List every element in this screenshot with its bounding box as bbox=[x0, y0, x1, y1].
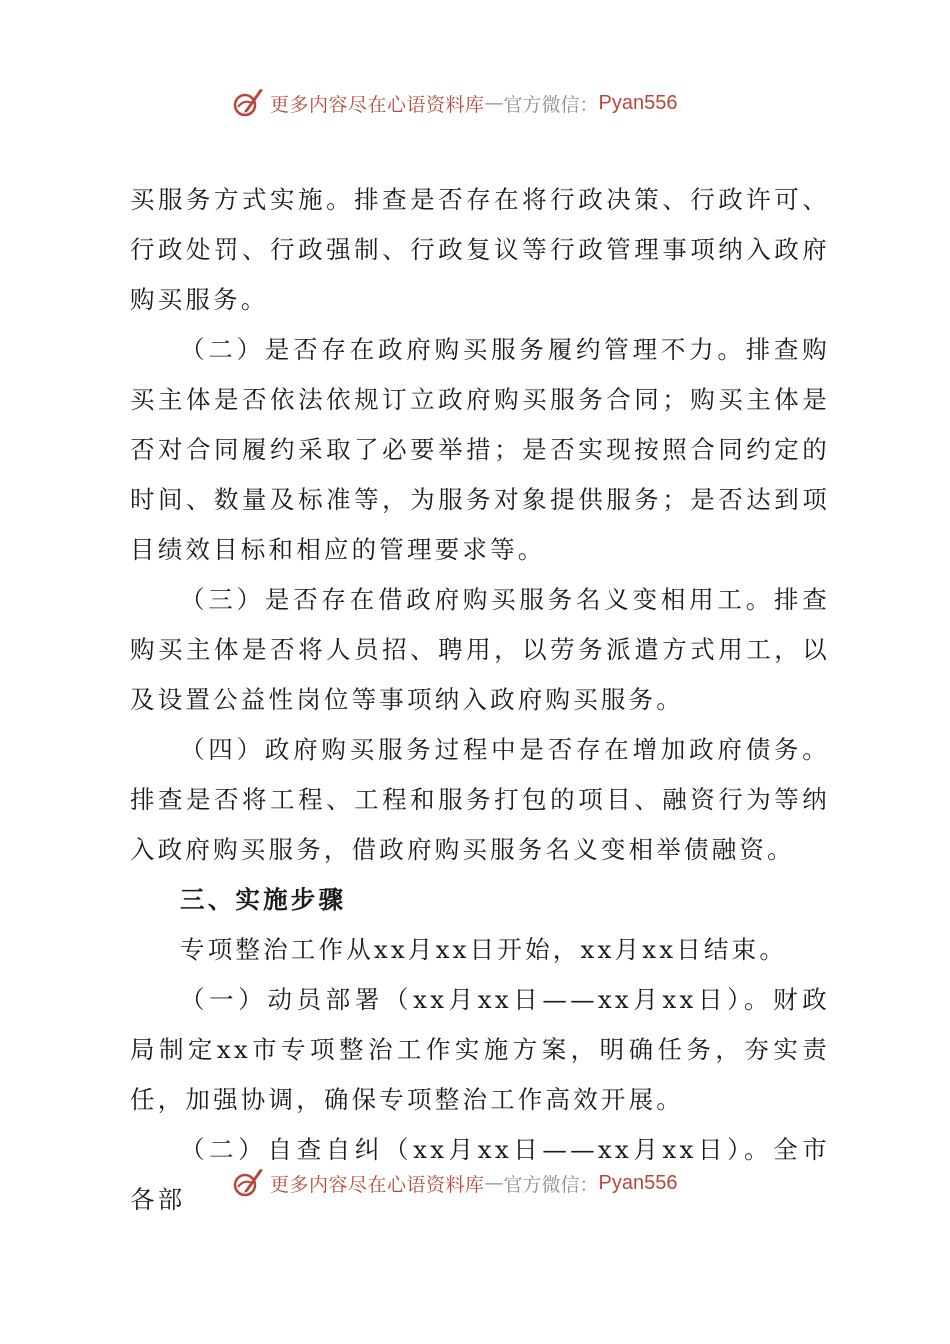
paragraph-item-3: （三）是否存在借政府购买服务名义变相用工。排查购买主体是否将人员招、聘用，以劳务派遣方式用工，以及设置公益性岗位等事项纳入政府购买服务。 bbox=[130, 585, 830, 714]
document-body bbox=[130, 175, 830, 1225]
banner-separator: — bbox=[484, 1172, 504, 1194]
section-heading-implementation-steps: 三、实施步骤 bbox=[180, 885, 347, 914]
paragraph-continuation: 买服务方式实施。排查是否存在将行政决策、行政许可、行政处罚、行政强制、行政复议等行政管理事项纳入政府购买服务。 bbox=[130, 185, 830, 314]
paragraph-schedule: 专项整治工作从xx月xx日开始，xx月xx日结束。 bbox=[180, 935, 788, 964]
banner-separator: — bbox=[484, 92, 504, 114]
quill-pen-logo-icon bbox=[230, 85, 266, 121]
footer-banner bbox=[230, 1163, 750, 1203]
banner-wechat-id: Pyan556 bbox=[598, 1171, 678, 1194]
banner-wechat-label: 官方微信： bbox=[503, 1173, 599, 1196]
paragraph-step-2: （二）自查自纠（xx月xx日——xx月xx日）。全市各部 bbox=[130, 1135, 830, 1214]
banner-wechat-label: 官方微信： bbox=[503, 93, 599, 116]
paragraph-step-1: （一）动员部署（xx月xx日——xx月xx日）。财政局制定xx市专项整治工作实施方案，明确任务，夯实责任，加强协调，确保专项整治工作高效开展。 bbox=[130, 985, 830, 1114]
banner-brand-text: 更多内容尽在心语资料库 bbox=[270, 1173, 485, 1196]
header-banner bbox=[230, 83, 750, 123]
banner-brand-text: 更多内容尽在心语资料库 bbox=[270, 93, 485, 116]
banner-wechat-id: Pyan556 bbox=[598, 91, 678, 114]
paragraph-item-2: （二）是否存在政府购买服务履约管理不力。排查购买主体是否依法依规订立政府购买服务合同；购买主体是否对合同履约采取了必要举措；是否实现按照合同约定的时间、数量及标准等，为服务对象提供服务；是否达到项目绩效目标和相应的管理要求等。 bbox=[130, 335, 830, 564]
paragraph-item-4: （四）政府购买服务过程中是否存在增加政府债务。排查是否将工程、工程和服务打包的项目、融资行为等纳入政府购买服务，借政府购买服务名义变相举债融资。 bbox=[130, 735, 830, 864]
quill-pen-logo-icon bbox=[230, 1165, 266, 1201]
